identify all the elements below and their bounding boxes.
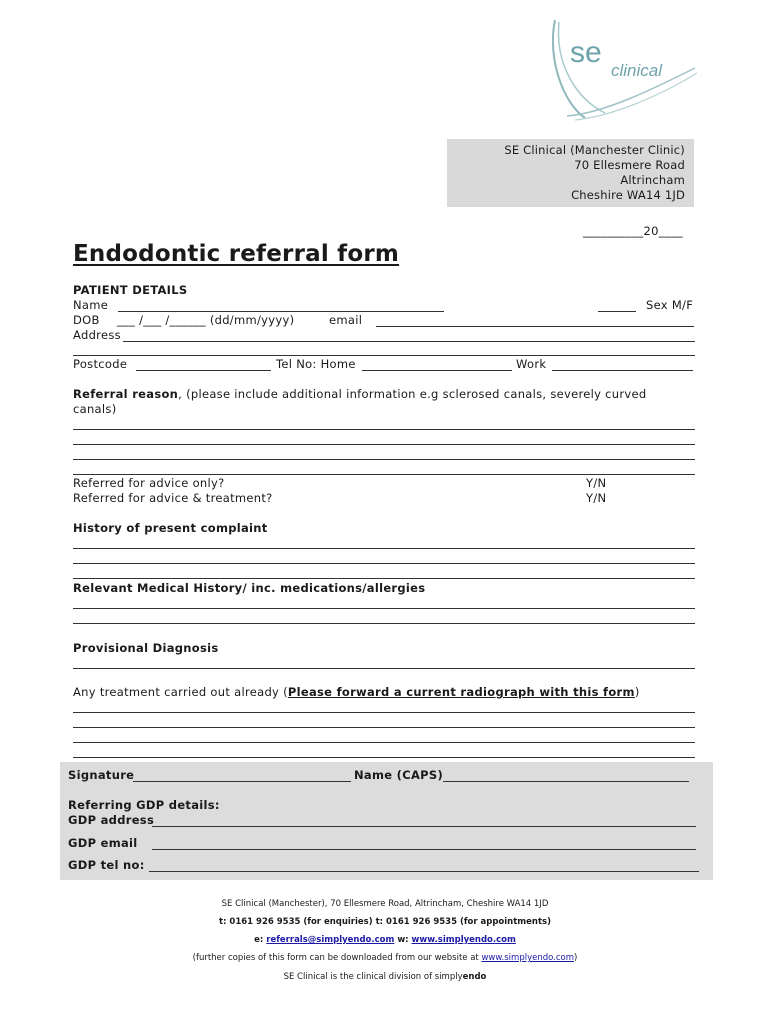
postcode-label: Postcode: [73, 357, 128, 371]
referral-reason-line[interactable]: [73, 459, 695, 460]
history-line[interactable]: [73, 548, 695, 549]
name-label: Name: [73, 298, 109, 312]
history-line[interactable]: [73, 578, 695, 579]
referral-reason: [73, 387, 647, 402]
logo-subtitle: clinical: [611, 61, 663, 80]
history-label: History of present complaint: [73, 521, 268, 535]
treatment-line[interactable]: [73, 742, 695, 743]
gdp-email-label: GDP email: [68, 836, 138, 850]
footer-web-prefix: w:: [394, 935, 412, 945]
gdp-email-field[interactable]: [152, 849, 696, 850]
address-field-line[interactable]: [73, 355, 695, 356]
footer-division-prefix: SE Clinical is the clinical division of simply: [283, 972, 463, 982]
referral-reason-hint-cont: canals): [73, 402, 117, 416]
advice-only-label: Referred for advice only?: [73, 476, 225, 490]
footer-contact: [0, 934, 770, 946]
history-line[interactable]: [73, 563, 695, 564]
footer-address: SE Clinical (Manchester), 70 Ellesmere Road, Altrincham, Cheshire WA14 1JD: [221, 899, 549, 909]
advice-treatment-yn[interactable]: Y/N: [586, 491, 607, 505]
referral-reason-line[interactable]: [73, 474, 695, 475]
clinic-address-line: 70 Ellesmere Road: [574, 158, 685, 172]
gdp-tel-label: GDP tel no:: [68, 858, 145, 872]
logo-mark: se: [570, 36, 602, 69]
referral-reason-line[interactable]: [73, 444, 695, 445]
advice-treatment-label: Referred for advice & treatment?: [73, 491, 273, 505]
gdp-address-field[interactable]: [152, 826, 696, 827]
email-field[interactable]: [376, 326, 694, 327]
medical-history-line[interactable]: [73, 623, 695, 624]
name-caps-field[interactable]: [443, 781, 689, 782]
clinic-address-line: SE Clinical (Manchester Clinic): [504, 143, 685, 157]
footer-division: [0, 971, 770, 983]
page-title: Endodontic referral form: [73, 241, 400, 267]
work-field[interactable]: [552, 370, 693, 371]
referral-reason-hint: , (please include additional information e.g sclerosed canals, severely curved: [178, 387, 647, 401]
footer-web-link[interactable]: www.simplyendo.com: [411, 935, 516, 945]
gdp-details-label: Referring GDP details:: [68, 798, 220, 812]
clinic-address-line: Cheshire WA14 1JD: [571, 188, 685, 202]
tel-home-label: Tel No: Home: [276, 357, 356, 371]
date-field[interactable]: __________20____: [583, 224, 683, 238]
name-caps-label: Name (CAPS): [354, 768, 444, 782]
gdp-address-label: GDP address: [68, 813, 155, 827]
clinic-address-line: Altrincham: [620, 173, 685, 187]
treatment-label: [73, 685, 640, 700]
treatment-label-close: ): [634, 685, 640, 699]
se-clinical-logo: [545, 18, 705, 123]
email-label: email: [329, 313, 363, 327]
referral-reason-line[interactable]: [73, 429, 695, 430]
clinic-address-box: [447, 139, 694, 207]
sex-field[interactable]: [598, 311, 636, 312]
medical-history-label: Relevant Medical History/ inc. medications/allergies: [73, 581, 426, 595]
work-label: Work: [516, 357, 547, 371]
treatment-line[interactable]: [73, 757, 695, 758]
footer-email-link[interactable]: referrals@simplyendo.com: [266, 935, 395, 945]
gdp-tel-field[interactable]: [149, 871, 699, 872]
footer-division-brand: endo: [462, 972, 487, 982]
patient-details-heading: PATIENT DETAILS: [73, 283, 188, 297]
medical-history-line[interactable]: [73, 608, 695, 609]
footer-copies-link[interactable]: www.simplyendo.com: [481, 953, 575, 963]
address-field[interactable]: [123, 341, 695, 342]
referral-reason-label: Referral reason: [73, 387, 179, 401]
footer-copies: [0, 952, 770, 964]
footer-phones: t: 0161 926 9535 (for enquiries) t: 0161 926 9535 (for appointments): [219, 917, 551, 927]
treatment-label-text: Any treatment carried out already (: [73, 685, 288, 699]
footer-copies-prefix: (further copies of this form can be downloaded from our website at: [192, 953, 482, 963]
treatment-line[interactable]: [73, 727, 695, 728]
footer-email-prefix: e:: [254, 935, 267, 945]
signature-field[interactable]: [133, 781, 351, 782]
dob-field[interactable]: ___ /___ /______ (dd/mm/yyyy): [117, 313, 295, 327]
dob-label: DOB: [73, 313, 100, 327]
radiograph-note: Please forward a current radiograph with this form: [287, 685, 635, 699]
postcode-field[interactable]: [136, 370, 271, 371]
name-field[interactable]: [118, 311, 444, 312]
tel-home-field[interactable]: [362, 370, 512, 371]
diagnosis-line[interactable]: [73, 668, 695, 669]
advice-only-yn[interactable]: Y/N: [586, 476, 607, 490]
signature-label: Signature: [68, 768, 135, 782]
diagnosis-label: Provisional Diagnosis: [73, 641, 219, 655]
sex-label: Sex M/F: [646, 298, 694, 312]
footer-copies-suffix: ): [574, 953, 578, 963]
address-label: Address: [73, 328, 121, 342]
treatment-line[interactable]: [73, 712, 695, 713]
